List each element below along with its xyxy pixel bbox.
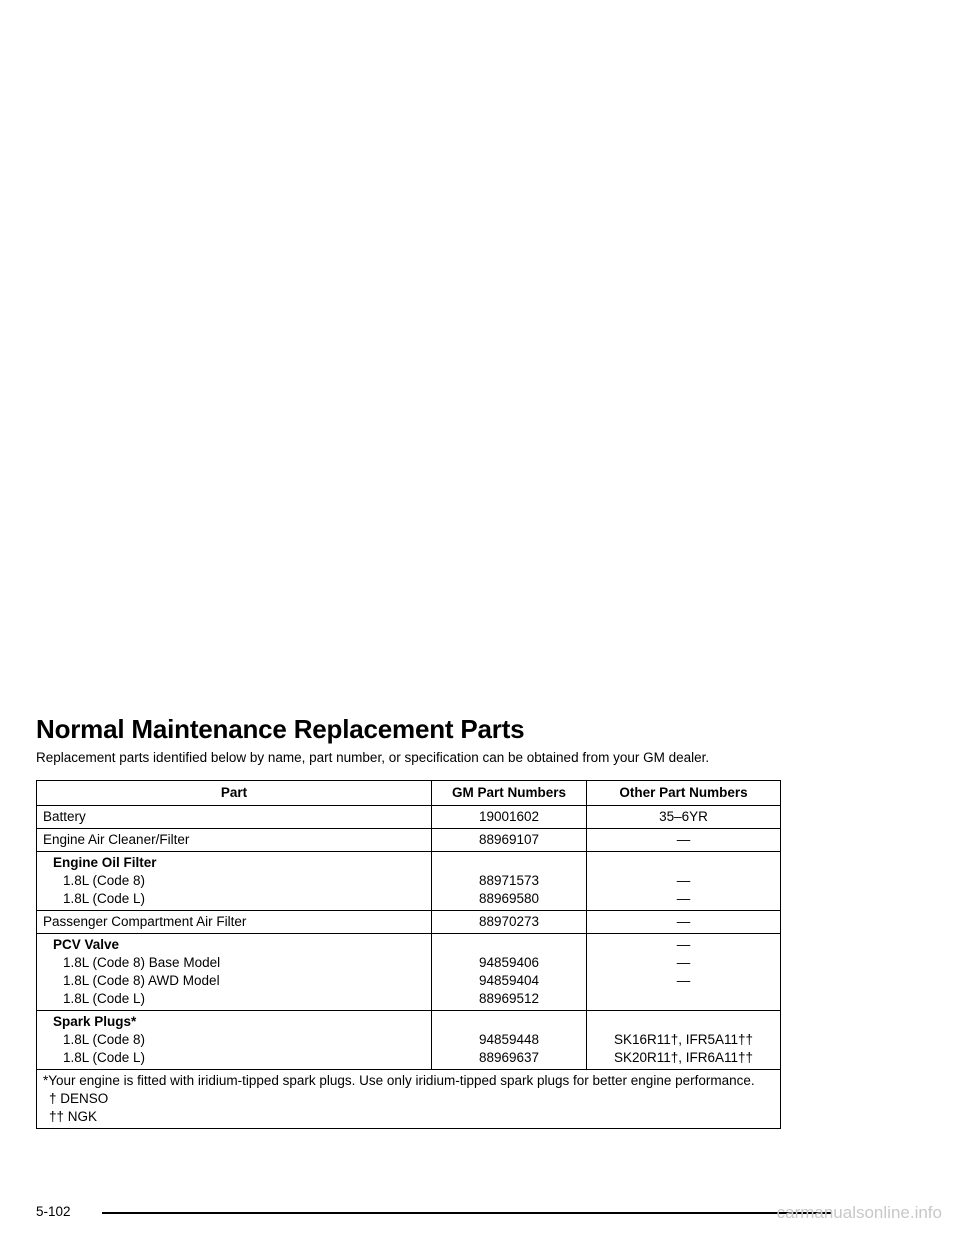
header-gm-part-numbers: GM Part Numbers xyxy=(432,781,587,806)
footnote-ngk: †† NGK xyxy=(49,1109,98,1124)
part-name: Battery xyxy=(37,806,432,829)
other-part-number: SK16R11†, IFR5A11†† xyxy=(613,1032,754,1047)
header-part: Part xyxy=(37,781,432,806)
other-part-number: — xyxy=(587,829,781,852)
gm-part-number: 94859406 xyxy=(478,955,540,970)
footnote-denso: † DENSO xyxy=(49,1091,109,1106)
other-part-number: — xyxy=(676,973,691,988)
gm-part-number: 94859404 xyxy=(478,973,540,988)
table-row-pcv-valve xyxy=(37,934,781,1011)
part-variant: 1.8L (Code 8) Base Model xyxy=(63,955,221,970)
table-row-battery xyxy=(37,806,781,829)
table-row-spark-plugs xyxy=(37,1011,781,1070)
other-part-number: — xyxy=(676,873,691,888)
table-footnote-row xyxy=(37,1070,781,1129)
watermark: carmanualsonline.info xyxy=(776,1203,942,1222)
group-label: Spark Plugs* xyxy=(53,1014,137,1029)
table-row-cabin-filter xyxy=(37,911,781,934)
intro-text: Replacement parts identified below by name, part number, or specification can be obtained from your GM dealer. xyxy=(36,750,710,765)
part-name: Passenger Compartment Air Filter xyxy=(37,911,432,934)
gm-part-number: 88971573 xyxy=(478,873,540,888)
table-row-air-cleaner xyxy=(37,829,781,852)
table-header-row xyxy=(37,781,781,806)
gm-part-number: 94859448 xyxy=(478,1032,540,1047)
gm-part-number: 88970273 xyxy=(432,911,587,934)
footer-rule xyxy=(102,1212,832,1214)
part-variant: 1.8L (Code L) xyxy=(63,891,146,906)
part-variant: 1.8L (Code 8) AWD Model xyxy=(63,973,220,988)
group-label: Engine Oil Filter xyxy=(53,855,157,870)
parts-table xyxy=(36,780,781,1129)
footnote-spark-plugs: *Your engine is fitted with iridium-tipped spark plugs. Use only iridium-tipped spark plugs for better engine performance. xyxy=(43,1073,755,1088)
header-other-part-numbers: Other Part Numbers xyxy=(587,781,781,806)
other-part-number: 35–6YR xyxy=(587,806,781,829)
gm-part-number: 88969580 xyxy=(478,891,540,906)
other-part-number: — xyxy=(676,955,691,970)
group-label: PCV Valve xyxy=(53,937,120,952)
page-title: Normal Maintenance Replacement Parts xyxy=(36,714,525,744)
other-part-number: — xyxy=(676,937,691,952)
table-row-oil-filter xyxy=(37,852,781,911)
part-variant: 1.8L (Code L) xyxy=(63,1050,146,1065)
gm-part-number: 19001602 xyxy=(432,806,587,829)
gm-part-number: 88969107 xyxy=(432,829,587,852)
part-variant: 1.8L (Code L) xyxy=(63,991,146,1006)
gm-part-number: 88969637 xyxy=(478,1050,540,1065)
other-part-number: SK20R11†, IFR6A11†† xyxy=(613,1050,754,1065)
gm-part-number: 88969512 xyxy=(478,991,540,1006)
other-part-number: — xyxy=(676,891,691,906)
part-variant: 1.8L (Code 8) xyxy=(63,873,146,888)
page-number: 5-102 xyxy=(36,1204,71,1219)
part-variant: 1.8L (Code 8) xyxy=(63,1032,146,1047)
part-name: Engine Air Cleaner/Filter xyxy=(37,829,432,852)
other-part-number: — xyxy=(587,911,781,934)
